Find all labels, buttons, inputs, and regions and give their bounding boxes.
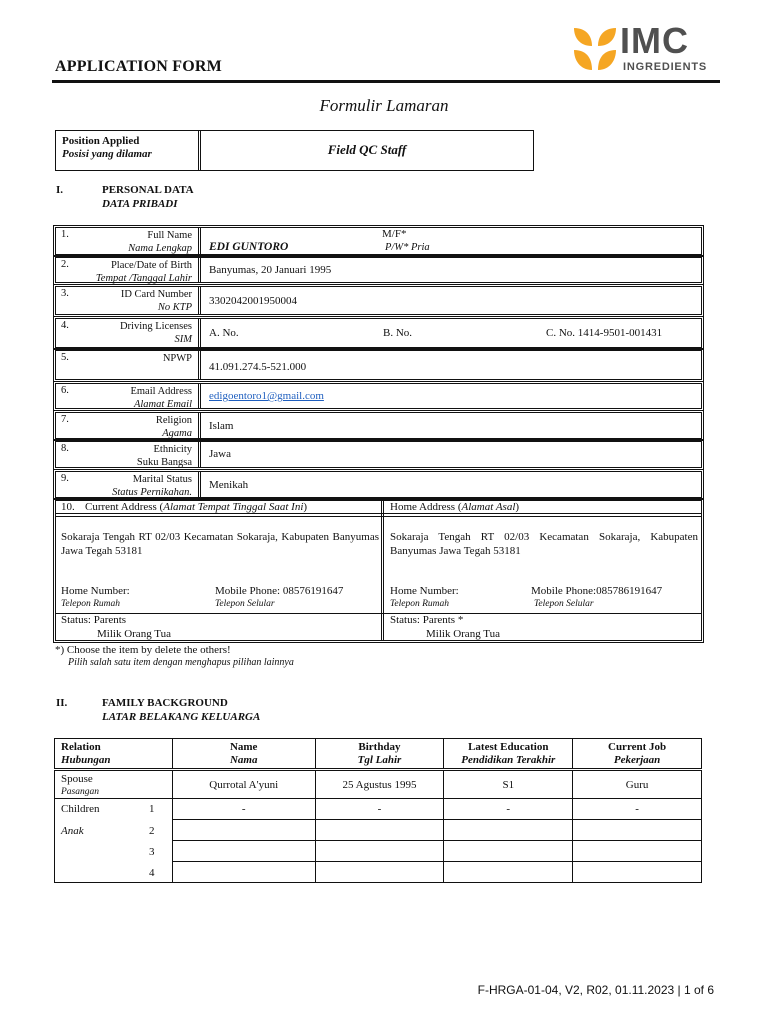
sim-a-value: A. No. — [209, 327, 239, 339]
section-1-title: PERSONAL DATA — [102, 184, 194, 196]
id-card-label: ID Card Number — [120, 289, 192, 300]
row-number: 1. — [61, 229, 69, 240]
position-label — [56, 131, 201, 170]
child-job-field[interactable] — [573, 862, 702, 883]
driving-license-row — [55, 318, 702, 348]
current-mobile-label-id: Telepon Selular — [215, 599, 275, 609]
position-label-id: Posisi yang dilamar — [62, 148, 152, 160]
npwp-row — [55, 350, 702, 380]
spouse-education-field[interactable]: S1 — [444, 770, 573, 799]
driving-label: Driving Licenses — [119, 321, 192, 332]
child-birthday-field[interactable] — [315, 841, 444, 862]
sim-c-value: C. No. 1414-9501-001431 — [546, 327, 663, 339]
email-link[interactable]: edigoentoro1@gmail.com — [209, 390, 324, 402]
marital-label: Marital Status — [132, 474, 192, 485]
child-birthday-field[interactable] — [315, 820, 444, 841]
row-number: 4. — [61, 320, 69, 331]
child-job-field[interactable] — [573, 820, 702, 841]
child-education-field[interactable] — [444, 862, 573, 883]
address-header-divider — [56, 516, 701, 517]
paren: ) — [515, 501, 520, 513]
birth-label-id: Tempat /Tanggal Lahir — [95, 273, 192, 284]
ethnicity-row — [55, 441, 702, 468]
logo-imc-text: IMC — [620, 20, 689, 61]
imc-logo — [570, 22, 715, 78]
child-job-field[interactable] — [573, 841, 702, 862]
home-home-number-label: Home Number: — [390, 585, 459, 597]
religion-row — [55, 412, 702, 439]
home-address-label — [390, 501, 519, 513]
current-home-number-label: Home Number: — [61, 585, 130, 597]
header-name — [172, 739, 315, 770]
header-text-id: Pendidikan Terakhir — [461, 753, 556, 766]
home-mobile-field[interactable]: Mobile Phone:085786191647 — [531, 585, 663, 597]
home-address-label-id: Alamat Asal — [461, 501, 516, 513]
marital-status-field[interactable] — [207, 472, 701, 497]
section-1-number: I. — [56, 184, 64, 196]
row-number: 6. — [61, 385, 69, 396]
children-label: Children — [61, 803, 100, 815]
document-footer: F-HRGA-01-04, V2, R02, 01.11.2023 | 1 of 6 — [477, 983, 714, 997]
header-relation — [55, 739, 173, 770]
address-number: 10. — [61, 501, 75, 513]
header-birthday — [315, 739, 444, 770]
section-2-title: FAMILY BACKGROUND — [102, 697, 228, 709]
spouse-job-field[interactable]: Guru — [573, 770, 702, 799]
ethnicity-label-id: Suku Bangsa — [136, 457, 192, 468]
full-name-row — [55, 227, 702, 255]
birth-field[interactable] — [207, 258, 701, 282]
home-status-value[interactable]: Milik Orang Tua — [426, 628, 500, 640]
full-name-label: Full Name — [147, 230, 192, 241]
header-education — [444, 739, 573, 770]
header-text-id: Pekerjaan — [613, 753, 661, 766]
child-name-field[interactable] — [172, 841, 315, 862]
child-name-field[interactable] — [172, 820, 315, 841]
spouse-label: Spouse — [61, 773, 93, 785]
position-applied-box — [55, 130, 534, 171]
header-text: Latest Education — [468, 740, 549, 753]
current-home-number-label-id: Telepon Rumah — [61, 599, 121, 609]
current-mobile-field[interactable]: Mobile Phone: 08576191647 — [215, 585, 344, 597]
id-card-label-id: No KTP — [157, 302, 192, 313]
npwp-label: NPWP — [162, 353, 192, 364]
ethnicity-label: Ethnicity — [153, 444, 192, 455]
full-name-field[interactable] — [207, 228, 701, 254]
ethnicity-value: Jawa — [209, 448, 231, 460]
header-text: Name — [229, 740, 258, 753]
child-name-field[interactable] — [172, 862, 315, 883]
section-2-number: II. — [56, 697, 68, 709]
child-number: 4 — [149, 867, 155, 879]
address-status-divider — [56, 613, 701, 614]
email-label: Email Address — [130, 386, 192, 397]
spouse-name-field[interactable]: Qurrotal A'yuni — [172, 770, 315, 799]
form-title: APPLICATION FORM — [55, 58, 222, 75]
spouse-label-id: Pasangan — [61, 787, 99, 797]
family-table — [54, 738, 702, 883]
email-label-id: Alamat Email — [133, 399, 192, 410]
spouse-label-cell — [55, 770, 173, 799]
logo-ingredients-text: INGREDIENTS — [623, 61, 707, 73]
religion-label-id: Agama — [162, 428, 192, 439]
row-number: 5. — [61, 352, 69, 363]
id-card-field[interactable] — [207, 287, 701, 314]
children-label-cell — [55, 799, 173, 883]
full-name-label-id: Nama Lengkap — [128, 243, 192, 254]
marital-label-id: Status Pernikahan. — [112, 487, 192, 498]
row-number: 8. — [61, 443, 69, 454]
child-row — [55, 799, 702, 820]
npwp-value: 41.091.274.5-521.000 — [209, 361, 307, 373]
current-address-label-en: Current Address ( — [85, 501, 164, 513]
header-job — [573, 739, 702, 770]
header-rule — [52, 80, 720, 83]
choose-note-id: Pilih salah satu item dengan menghapus pilihan lainnya — [68, 657, 294, 668]
current-address-field[interactable]: Sokaraja Tengah RT 02/03 Kecamatan Sokaraja, Kabupaten Banyumas Jawa Tegah 53181 — [61, 531, 379, 557]
home-mobile-label-id: Telepon Selular — [534, 599, 594, 609]
id-card-row — [55, 286, 702, 315]
row-number: 9. — [61, 473, 69, 484]
email-field[interactable] — [207, 384, 701, 408]
home-status-label: Status: Parents * — [390, 614, 464, 626]
home-home-number-label-id: Telepon Rumah — [390, 599, 450, 609]
family-header-row — [55, 739, 702, 770]
current-address-label-id: Alamat Tempat Tinggal Saat Ini — [163, 501, 304, 513]
header-text: Relation — [61, 740, 101, 753]
children-label-id: Anak — [61, 825, 84, 837]
row-number: 3. — [61, 288, 69, 299]
religion-value: Islam — [209, 420, 234, 432]
birth-value: Banyumas, 20 Januari 1995 — [209, 264, 332, 276]
marital-status-row — [55, 471, 702, 498]
section-1-subtitle: DATA PRIBADI — [102, 198, 178, 210]
child-job-field[interactable]: - — [573, 799, 702, 820]
child-education-field[interactable] — [444, 841, 573, 862]
email-row — [55, 383, 702, 409]
address-block — [55, 500, 702, 641]
child-number: 1 — [149, 803, 155, 815]
position-value-field[interactable]: Field QC Staff — [327, 142, 407, 157]
full-name-value: EDI GUNTORO — [209, 241, 289, 253]
npwp-field[interactable] — [207, 351, 701, 379]
religion-field[interactable] — [207, 413, 701, 438]
home-address-label-en: Home Address ( — [390, 501, 462, 513]
id-card-value: 3302042001950004 — [209, 295, 297, 307]
current-status-value[interactable]: Milik Orang Tua — [97, 628, 171, 640]
grain-leaf-icon — [570, 24, 620, 74]
form-subtitle: Formulir Lamaran — [319, 96, 449, 115]
child-education-field[interactable]: - — [444, 799, 573, 820]
choose-note: *) Choose the item by delete the others! — [55, 644, 231, 656]
position-label-en: Position Applied — [62, 135, 140, 147]
header-text-id: Hubungan — [61, 753, 111, 766]
header-text: Birthday — [358, 740, 401, 753]
header-text: Current Job — [608, 740, 667, 753]
gender-value: P/W* Pria — [385, 242, 430, 253]
paren: ) — [303, 501, 308, 513]
row-number: 2. — [61, 259, 69, 270]
header-text-id: Tgl Lahir — [357, 753, 402, 766]
row-number: 7. — [61, 414, 69, 425]
spouse-row — [55, 770, 702, 799]
current-address-label — [85, 501, 307, 513]
birth-label: Place/Date of Birth — [110, 260, 192, 271]
marital-value: Menikah — [209, 479, 249, 491]
child-birthday-field[interactable]: - — [315, 799, 444, 820]
mf-label: M/F* — [382, 228, 407, 240]
religion-label: Religion — [155, 415, 192, 426]
section-2-subtitle: LATAR BELAKANG KELUARGA — [102, 711, 261, 723]
driving-label-id: SIM — [174, 334, 192, 345]
ethnicity-field[interactable] — [207, 442, 701, 467]
address-column-divider — [381, 501, 384, 640]
spouse-birthday-field[interactable]: 25 Agustus 1995 — [315, 770, 444, 799]
child-name-field[interactable]: - — [172, 799, 315, 820]
driving-license-field[interactable] — [207, 319, 701, 347]
home-address-field[interactable]: Sokaraja Tengah RT 02/03 Kecamatan Sokaraja, Kabupaten Banyumas Jawa Tegah 53181 — [390, 531, 698, 557]
sim-b-value: B. No. — [383, 327, 413, 339]
child-number: 2 — [149, 825, 155, 837]
child-education-field[interactable] — [444, 820, 573, 841]
header-text-id: Nama — [229, 753, 258, 766]
birth-row — [55, 257, 702, 283]
child-birthday-field[interactable] — [315, 862, 444, 883]
current-status-label: Status: Parents — [61, 614, 127, 626]
child-number: 3 — [149, 846, 155, 858]
